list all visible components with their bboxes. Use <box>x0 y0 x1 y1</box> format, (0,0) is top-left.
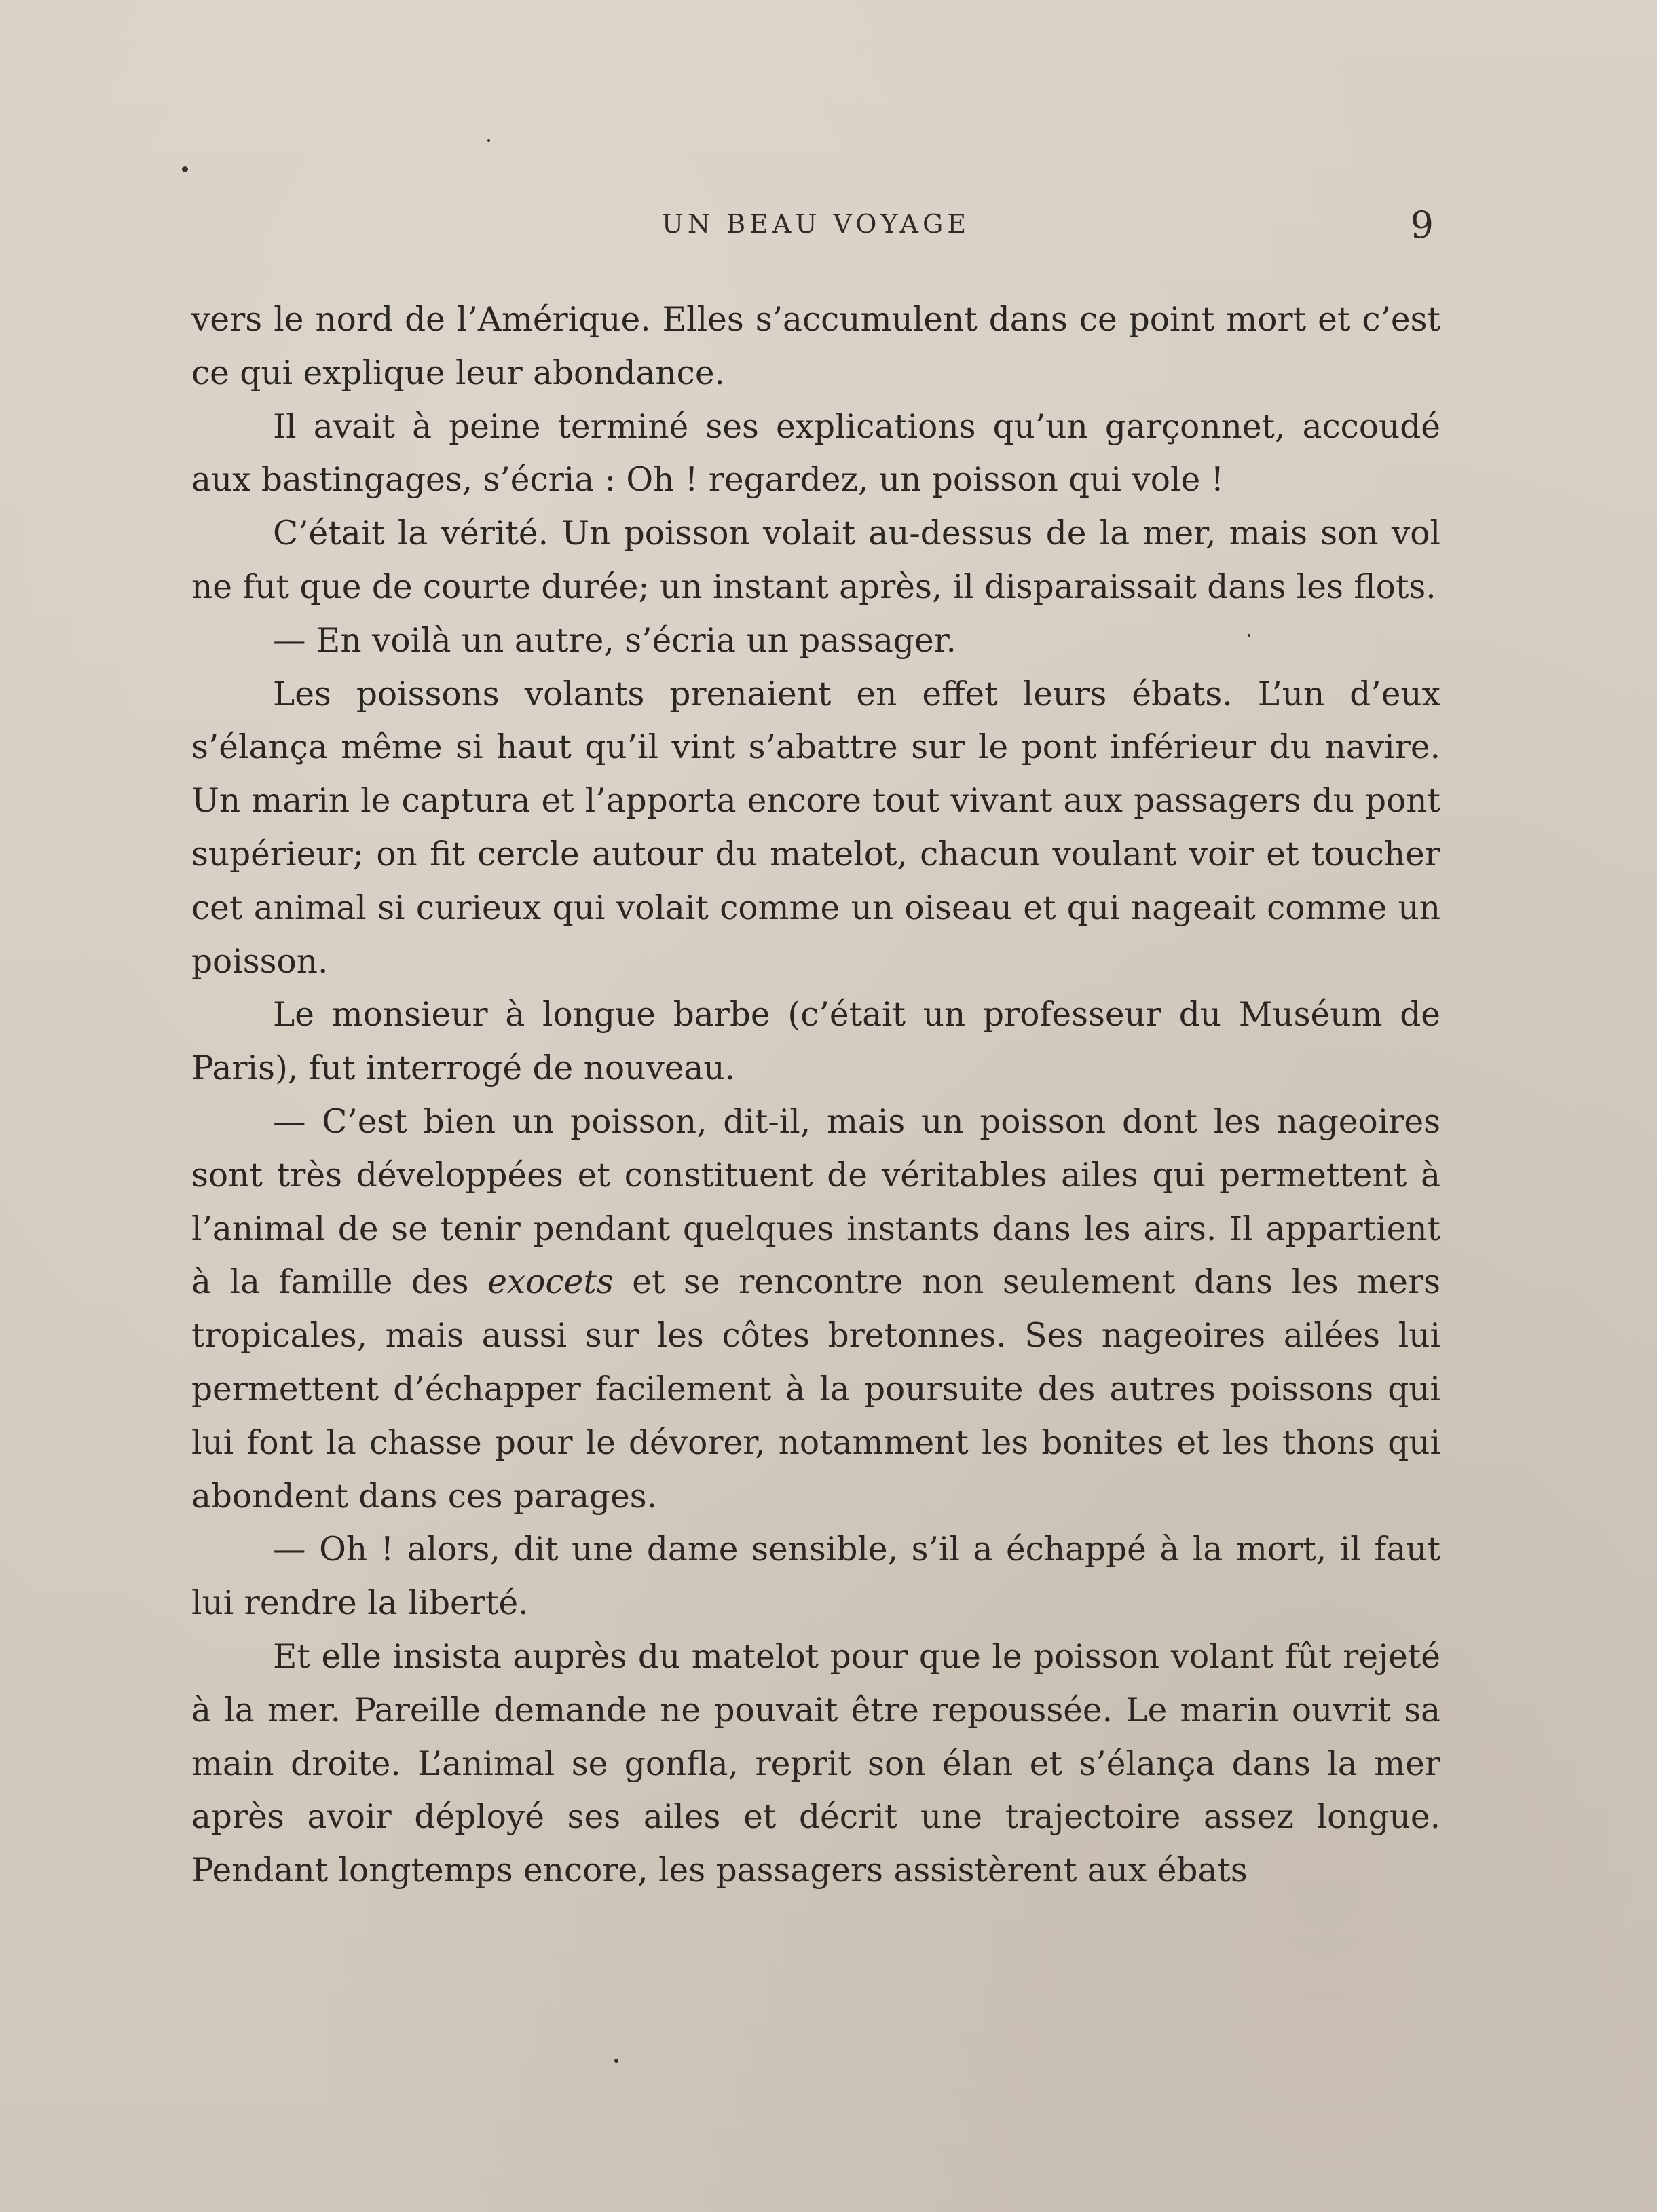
paragraph: C’était la vérité. Un poisson volait au-dessus de la mer, mais son vol ne fut que de courte durée; un instant après, il disparaissait dans les flots. <box>191 514 1440 606</box>
paragraph: — Oh ! alors, dit une dame sensible, s’il a échappé à la mort, il faut lui rendre la liberté. <box>191 1531 1440 1623</box>
paragraph: Les poissons volants prenaient en effet leurs ébats. L’un d’eux s’élança même si haut qu’il vint s’abattre sur le pont inférieur du navire. Un marin le captura et l’apporta encore tout vivant aux passagers du pont supérieur; on fit cercle autour du matelot, chacun voulant voir et toucher cet animal si curieux qui volait comme un oiseau et qui nageait comme un poisson. <box>191 675 1440 981</box>
ink-speck <box>182 166 188 172</box>
running-title: UN BEAU VOYAGE <box>661 209 971 239</box>
page-number: 9 <box>1410 204 1434 246</box>
paragraph-text: et se rencontre non seulement dans les mers tropicales, mais aussi sur les côtes bretonnes. Ses nageoires ailées lui permettent d’échapper facilement à la poursuite des autres poissons qui lui font la chasse pour le dévorer, notamment les bonites et les thons qui abondent dans ces parages. <box>191 1263 1440 1516</box>
paragraph: Et elle insista auprès du matelot pour que le poisson volant fût rejeté à la mer. Pareille demande ne pouvait être repoussée. Le marin ouvrit sa main droite. L’animal se gonfla, reprit son élan et s’élança dans la mer après avoir déployé ses ailes et décrit une trajectoire assez longue. Pendant longtemps encore, les passagers assistèrent aux ébats <box>191 1637 1440 1890</box>
paragraph: Il avait à peine terminé ses explications qu’un garçonnet, accoudé aux bastingages, s’écria : Oh ! regardez, un poisson qui vole ! <box>191 407 1440 500</box>
ink-speck <box>487 139 490 142</box>
paragraph: Le monsieur à longue barbe (c’était un professeur du Muséum de Paris), fut interrogé de nouveau. <box>191 996 1440 1088</box>
paragraph: — En voilà un autre, s’écria un passager. <box>273 621 956 660</box>
body-text <box>191 293 1440 1898</box>
paragraph-text: — C’est bien un poisson, dit-il, mais un poisson dont les nageoires sont très développées et constituent de véritables ailes qui permettent à l’animal de se tenir pendant quelques instants dans les airs. Il appartient à la famille des <box>191 1102 1440 1302</box>
ink-speck <box>614 2059 618 2063</box>
italic-term: exocets <box>487 1263 614 1302</box>
page-header <box>191 204 1440 251</box>
paragraph <box>191 1095 1440 1523</box>
paragraph: vers le nord de l’Amérique. Elles s’accumulent dans ce point mort et c’est ce qui explique leur abondance. <box>191 301 1440 392</box>
